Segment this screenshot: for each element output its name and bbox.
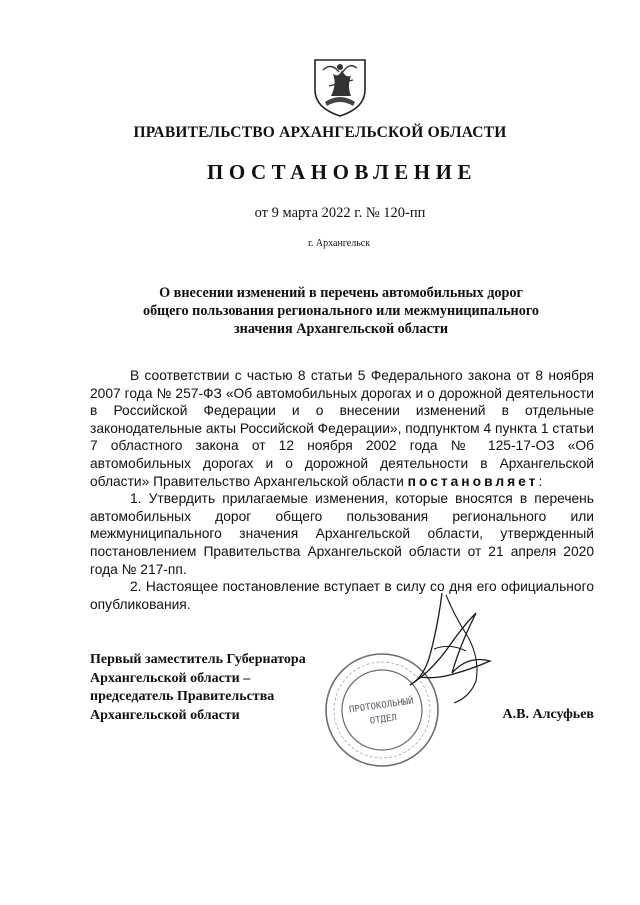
signer-line: Архангельской области – <box>90 670 251 686</box>
subject-line: общего пользования регионального или межмуниципального <box>142 303 540 319</box>
handwritten-signature <box>380 585 510 715</box>
subject-line: значения Архангельской области <box>233 321 449 337</box>
preamble-text: В соответствии с частью 8 статьи 5 Федерального закона от 8 ноября 2007 года № 257-ФЗ «Об автомобильных дорогах и о дорожной деятельности в Российской Федерации и о внесении изменений в отдельные законодательные акты Российской Федерации», подпунктом 4 пункта 1 статьи 7 областного закона от 12 ноября 2002 года № 125-17-ОЗ «Об автомобильных дорогах и о дорожной деятельности в Архангельской области» Правительство Архангельской области <box>90 368 594 489</box>
signer-line: Архангельской области <box>90 707 240 723</box>
preamble-paragraph <box>90 367 594 490</box>
preamble-colon: : <box>538 473 543 489</box>
signer-name: А.В. Алсуфьев <box>502 707 594 722</box>
coat-of-arms-icon <box>309 56 371 118</box>
signer-position <box>90 651 306 725</box>
signer-line: Первый заместитель Губернатора <box>90 652 306 667</box>
subject-line: О внесении изменений в перечень автомобильных дорог <box>159 285 523 301</box>
resolves-verb: постановляет <box>407 473 539 489</box>
stamp-center-line: ОТДЕЛ <box>369 713 398 727</box>
document-body <box>90 367 594 613</box>
stamp-center-line: ПРОТОКОЛЬНЫЙ <box>348 696 415 716</box>
item-paragraph-2: 2. Настоящее постановление вступает в силу со дня его официального опубликования. <box>90 579 594 612</box>
document-type: ПОСТАНОВЛЕНИЕ <box>207 160 477 184</box>
document-date-number: от 9 марта 2022 г. № 120-пп <box>254 205 426 221</box>
document-city: г. Архангельск <box>307 238 371 249</box>
item-paragraph-1: 1. Утвердить прилагаемые изменения, которые вносятся в перечень автомобильных дорог общего пользования регионального или межмуниципального значения Архангельской области, утвержденный постановлением Правительства Архангельской области от 21 апреля 2020 года № 217-пп. <box>90 491 594 577</box>
government-title: ПРАВИТЕЛЬСТВО АРХАНГЕЛЬСКОЙ ОБЛАСТИ <box>133 124 507 141</box>
document-subject <box>90 284 592 338</box>
signer-line: председатель Правительства <box>90 689 275 704</box>
